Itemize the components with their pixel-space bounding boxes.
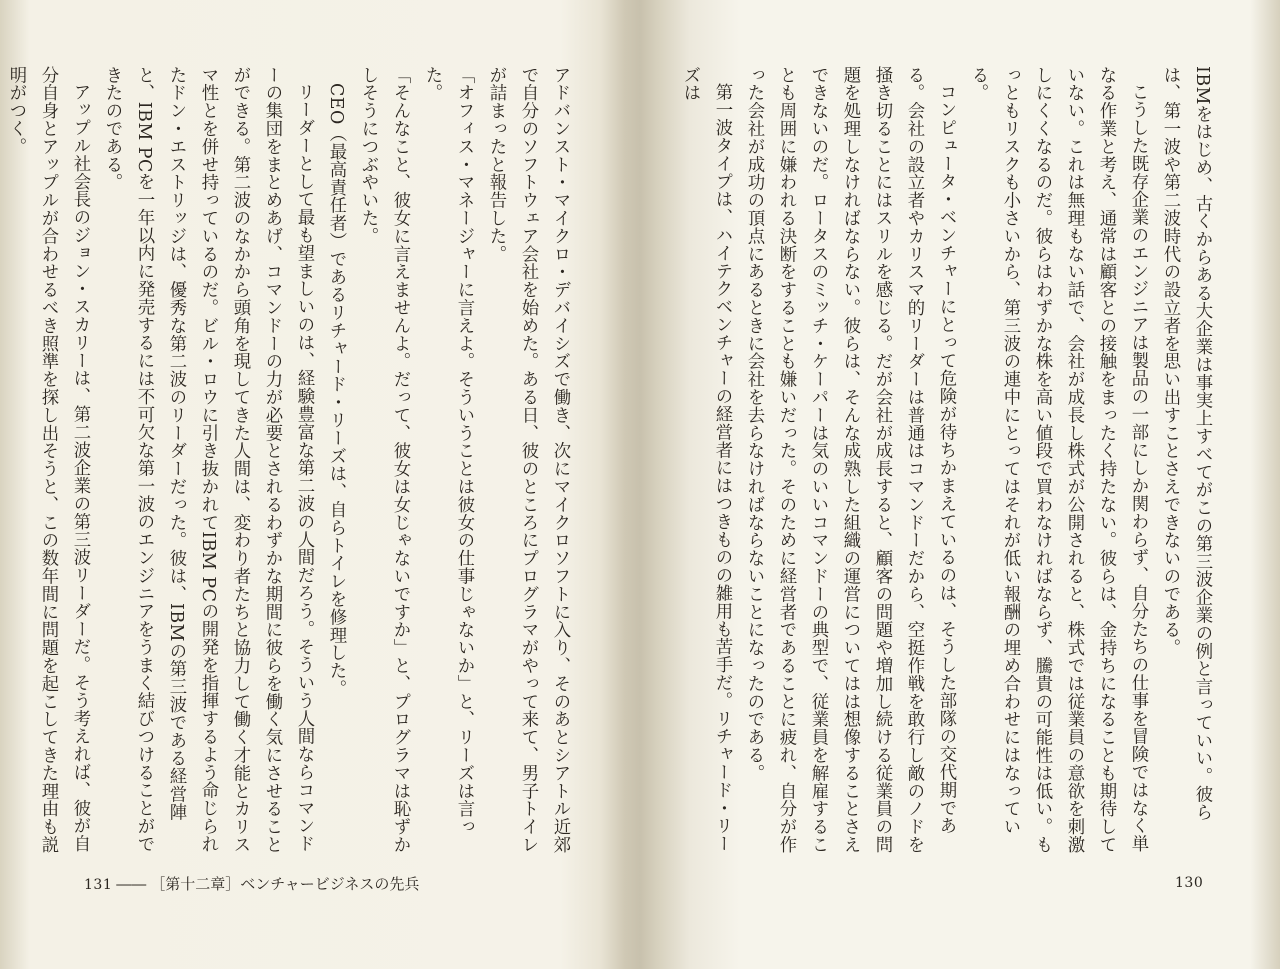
- paragraph: 「そんなこと、彼女に言えませんよ。だって、彼女は女じゃないですか」と、プログラマは恥ずかしそうにつぶやいた。: [358, 66, 410, 854]
- right-page-footer: [1175, 873, 1203, 891]
- paragraph: 第一波タイプは、ハイテクベンチャーの経営者にはつきものの雑用も苦手だ。リチャード・リーズは: [680, 66, 732, 854]
- paragraph: アドバンスト・マイクロ・デバイシズで働き、次にマイクロソフトに入り、そのあとシアトル近郊で自分のソフトウェア会社を始めた。ある日、彼のところにプログラマがやって来て、男子トイレが詰まったと報告した。: [486, 66, 570, 854]
- paragraph: アップル社会長のジョン・スカリーは、第二波企業の第三波リーダーだ。そう考えれば、彼が自分自身とアップルが合わせるべき照準を探し出そうと、この数年間に問題を起こしてきた理由も説明がつく。: [6, 66, 90, 854]
- left-page: [0, 0, 630, 969]
- left-page-footer: [84, 873, 419, 894]
- paragraph: コンピュータ・ベンチャーにとって危険が待ちかまえているのは、そうした部隊の交代期である。会社の設立者やカリスマ的リーダーは普通はコマンドーだから、空挺作戦を敢行し敵のノドを掻き切ることにはスリルを感じる。だが会社が成長すると、顧客の問題や増加し続ける従業員の問題を処理しなければならない。彼らは、そんな成熟した組織の運営についてはは想像することさえできないのだ。ロータスのミッチ・ケーパーは気のいいコマンドーの典型で、従業員を解雇することも周囲に嫌われる決断をすることも嫌いだった。そのために経営者であることに疲れ、自分が作った会社が成功の頂点にあるときに会社を去らなければならないことになったのである。: [744, 66, 956, 854]
- right-page: [650, 0, 1280, 969]
- paragraph: リーダーとして最も望ましいのは、経験豊富な第二波の人間だろう。そういう人間ならコマンドーの集団をまとめあげ、コマンドーの力が必要とされるわずかな期間に彼らを働く気にさせることができる。第二波のなかから頭角を現してきた人間は、変わり者たちと協力して働く才能とカリスマ性とを併せ持っているのだ。ビル・ロウに引き抜かれてIBM PCの開発を指揮するよう命じられたドン・エストリッジは、優秀な第二波のリーダーだった。彼は、IBMの第三波である経営陣と、IBM PCを一年以内に発売するには不可欠な第一波のエンジニアをうまく結びつけることができたのである。: [102, 66, 314, 854]
- right-page-body: [658, 66, 1218, 856]
- paragraph: 「オフィス・マネージャーに言えよ。そういうことは彼女の仕事じゃないか」と、リーズは言った。: [422, 66, 474, 836]
- chapter-title: ［第十二章］ベンチャービジネスの先兵: [150, 875, 420, 893]
- page-number: 130: [1175, 875, 1204, 891]
- paragraph: IBMをはじめ、古くからある大企業は事実上すべてがこの第三波企業の例と言っていい。彼らは、第一波や第二波時代の設立者を思い出すことさえできないのである。: [1160, 66, 1212, 821]
- paragraph: こうした既存企業のエンジニアは製品の一部にしか関わらず、自分たちの仕事を冒険ではなく単なる作業と考え、通常は顧客との接触をまったく持たない。彼らは、金持ちになることも期待していない。これは無理もない話で、会社が成長し株式が公開されると、株式では従業員の意欲を刺激しにくくなるのだ。彼らはわずかな株を高い値段で買わなければならず、騰貴の可能性は低い。もっともリスクも小さいから、第三波の連中にとってはそれが低い報酬の埋め合わせにはなっている。: [968, 66, 1148, 854]
- paragraph: CEO（最高責任者）であるリチャード・リーズは、自らトイレを修理した。: [326, 83, 346, 698]
- left-page-body: [6, 66, 576, 856]
- page-number: 131: [84, 877, 113, 893]
- folio-separator: ――: [116, 875, 147, 893]
